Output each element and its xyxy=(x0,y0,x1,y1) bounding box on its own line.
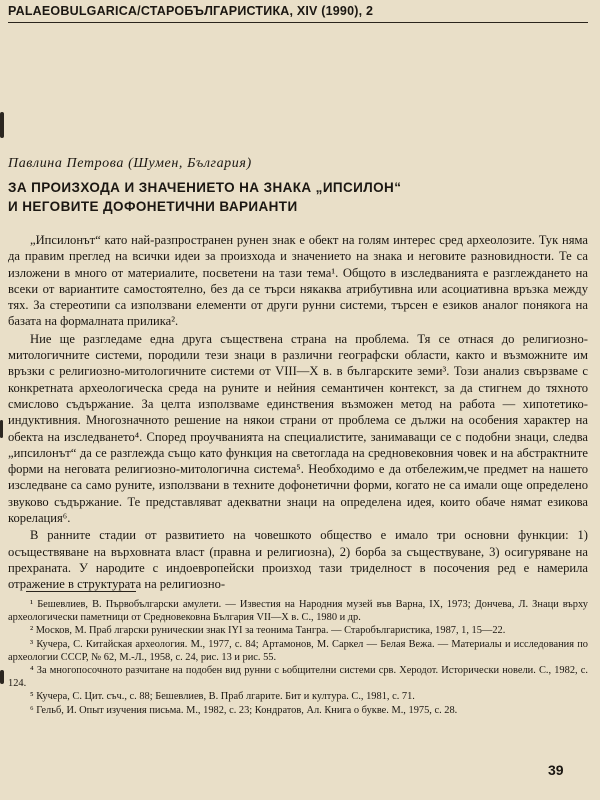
page-number: 39 xyxy=(548,762,564,778)
footnote: ¹ Бешевлиев, В. Първобългарски амулети. — Известия на Народния музей във Варна, IX, 1973; Дончева, Л. Знаци върху археологически паметници от Средновековна България VII—X в. С., 1980 и др. xyxy=(8,599,588,624)
article-title-line: И НЕГОВИТЕ ДОФОНЕТИЧНИ ВАРИАНТИ xyxy=(8,199,298,214)
footnote: ⁴ За многопосочното разчитане на подобен вид рунни с ьобщителни системи срв. Херодот. Исторически новели. С., 1982, с. 124. xyxy=(8,665,588,690)
article-title-line: ЗА ПРОИЗХОДА И ЗНАЧЕНИЕТО НА ЗНАКА „ИПСИЛОН“ xyxy=(8,180,402,195)
footnote: ² Москов, М. Праб лгарски руническии знак IYI за теонима Тангра. — Старобългаристика, 1987, 1, 15—22. xyxy=(30,625,506,637)
article-body xyxy=(8,232,588,593)
margin-mark xyxy=(0,112,4,138)
article-title xyxy=(8,178,588,216)
footnote: ³ Кучера, С. Китайская археология. М., 1977, с. 84; Артамонов, М. Саркел — Белая Вежа. — Материалы и исследования по археологии СССР, № 62, М.-Л., 1958, с. 24, рис. 13 и рис. 55. xyxy=(8,638,588,663)
body-paragraph: „Ипсилонът“ като най-разпространен рунен знак е обект на голям интерес сред археолозите. Тук няма да правим преглед на всички идеи за произхода и значението на знака и неговите разновидности. Те са изложени в много от материалите, посветени на тази тема¹. Общото в изследванията е разглеждането на всеки от вариантите самостоятелно, без да се търси някаква атрибутивна или асоциативна връзка между тях. За стереотипи са използвани елементи от други рунни системи, търсен е езиков аналог понякога на базата на формалната прилика². xyxy=(8,233,588,329)
margin-mark xyxy=(0,420,3,438)
body-paragraph: Ние ще разгледаме една друга съществена страна на проблема. Тя се отнася до религиозно-митологичните системи, породили тези знаци в различни географски области, както и възможните им връзки с религиозно-митологичните системи от VIII—X в. в българските земи³. Този анализ свързваме с конкретната археологическа среда на руните и нейния семантичен контекст, за да стигнем до тяхното смислово съдържание. За целта използваме единствения възможен метод на работа — хипотетико-индуктивния. Многозначното решение на някои страни от проблема се дължи на особения характер на обекта на изследването⁴. Според проучванията на специалистите, занимаващи се с подобни знаци, следва „ипсилонът“ да се разглежда също като функция на светоглада на средновековния човек и на абстрактните форми на неговата религиозно-митологична система⁵. Необходимо е да отбележим,че предмет на нашето изследване са само руните, използвани в техните дофонетични форми, когато не са имали още определено звуково съдържание. Те представляват адекватни знаци на определена идея, които обаче нямат езикова корелация⁶. xyxy=(8,331,588,526)
footnote-divider xyxy=(26,591,136,592)
body-paragraph: В ранните стадии от развитието на човешкото общество е имало три основни функции: 1) осъществяване на върховната власт (правна и религиозна), 2) борба за съществуване, 3) осигуряване на прехраната. У народите с индоевропейски произход тази триделност в посочения ред е намерила отражение в структурата на религиозно- xyxy=(8,528,588,592)
margin-mark xyxy=(0,670,4,684)
footnotes xyxy=(8,598,588,717)
article-author: Павлина Петрова (Шумен, България) xyxy=(8,156,252,171)
footnote: ⁶ Гельб, И. Опыт изучения письма. М., 1982, с. 23; Кондратов, Ал. Книга о букве. М., 1975, с. 28. xyxy=(30,704,458,716)
running-header: PALAEOBULGARICA/СТАРОБЪЛГАРИСТИКА, XIV (1990), 2 xyxy=(8,4,588,23)
footnote: ⁵ Кучера, С. Цит. съч., с. 88; Бешевлиев, В. Праб лгарите. Бит и култура. С., 1981, с. 71. xyxy=(30,691,415,703)
